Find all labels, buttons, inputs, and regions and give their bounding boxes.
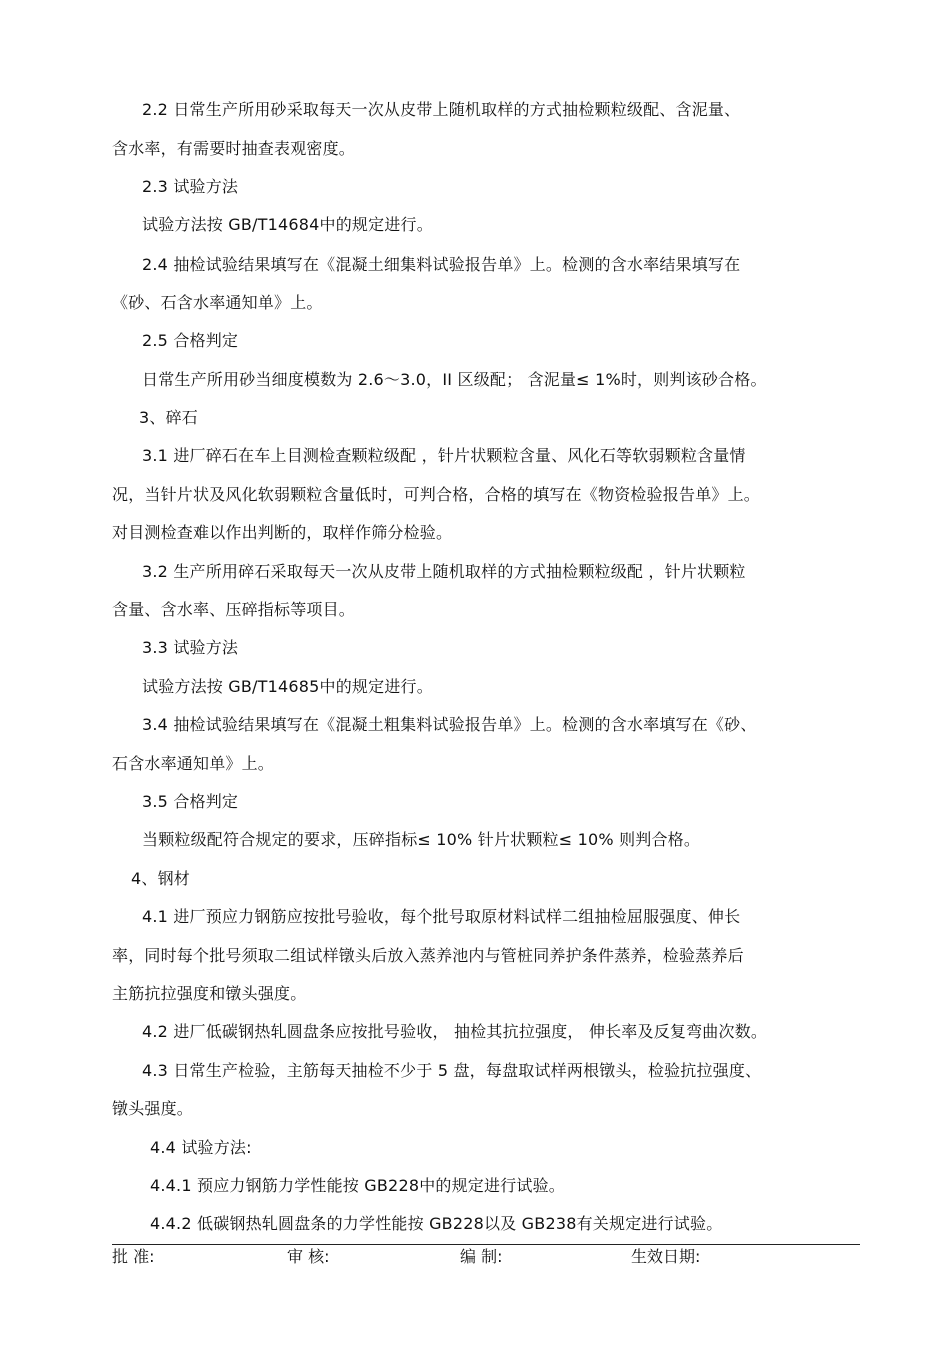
text-line: 石含水率通知单》上。 [112, 754, 275, 773]
text-line: 3.5 合格判定 [142, 792, 239, 811]
text-line: 4.2 进厂低碳钢热轧圆盘条应按批号验收， 抽检其抗拉强度， 伸长率及反复弯曲次数。 [142, 1022, 768, 1041]
text-line: 2.2 日常生产所用砂采取每天一次从皮带上随机取样的方式抽检颗粒级配、含泥量、 [142, 100, 741, 119]
text-line: 试验方法按 GB/T14684中的规定进行。 [142, 215, 433, 234]
footer-compile-label: 编 制: [460, 1247, 503, 1266]
text-line: 3.3 试验方法 [142, 638, 239, 657]
text-line: 4.4.2 低碳钢热轧圆盘条的力学性能按 GB228以及 GB238有关规定进行试验。 [150, 1214, 723, 1233]
text-line: 日常生产所用砂当细度模数为 2.6～3.0，II 区级配； 含泥量≤ 1%时，则判该砂合格。 [142, 370, 767, 389]
text-line: 含水率，有需要时抽查表观密度。 [112, 139, 356, 158]
text-line: 2.4 抽检试验结果填写在《混凝土细集料试验报告单》上。检测的含水率结果填写在 [142, 255, 741, 274]
text-line: 2.5 合格判定 [142, 331, 239, 350]
text-line: 4.3 日常生产检验，主筋每天抽检不少于 5 盘，每盘取试样两根镦头，检验抗拉强度、 [142, 1061, 762, 1080]
text-line: 4.4 试验方法: [150, 1138, 252, 1157]
text-line: 当颗粒级配符合规定的要求，压碎指标≤ 10% 针片状颗粒≤ 10% 则判合格。 [142, 830, 701, 849]
text-line: 《砂、石含水率通知单》上。 [112, 293, 323, 312]
text-line: 主筋抗拉强度和镦头强度。 [112, 984, 307, 1003]
text-line: 2.3 试验方法 [142, 177, 239, 196]
footer-divider [112, 1244, 860, 1245]
text-line: 试验方法按 GB/T14685中的规定进行。 [142, 677, 433, 696]
text-line: 率，同时每个批号须取二组试样镦头后放入蒸养池内与管桩同养护条件蒸养，检验蒸养后 [112, 946, 744, 965]
text-line: 3.4 抽检试验结果填写在《混凝土粗集料试验报告单》上。检测的含水率填写在《砂、 [142, 715, 757, 734]
text-line: 镦头强度。 [112, 1099, 194, 1118]
text-line: 4.4.1 预应力钢筋力学性能按 GB228中的规定进行试验。 [150, 1176, 565, 1195]
text-line: 对目测检查难以作出判断的，取样作筛分检验。 [112, 523, 453, 542]
footer-effective-date-label: 生效日期: [631, 1247, 701, 1266]
footer-review-label: 审 核: [287, 1247, 330, 1266]
text-line: 3、碎石 [139, 408, 198, 427]
text-line: 4、钢材 [131, 869, 190, 888]
text-line: 况，当针片状及风化软弱颗粒含量低时，可判合格，合格的填写在《物资检验报告单》上。 [112, 485, 761, 504]
footer-approve-label: 批 准: [112, 1247, 155, 1266]
text-line: 含量、含水率、压碎指标等项目。 [112, 600, 356, 619]
text-line: 3.1 进厂碎石在车上目测检查颗粒级配 ，针片状颗粒含量、风化石等软弱颗粒含量情 [142, 446, 746, 465]
text-line: 3.2 生产所用碎石采取每天一次从皮带上随机取样的方式抽检颗粒级配 ，针片状颗粒 [142, 562, 746, 581]
text-line: 4.1 进厂预应力钢筋应按批号验收，每个批号取原材料试样二组抽检屈服强度、伸长 [142, 907, 741, 926]
